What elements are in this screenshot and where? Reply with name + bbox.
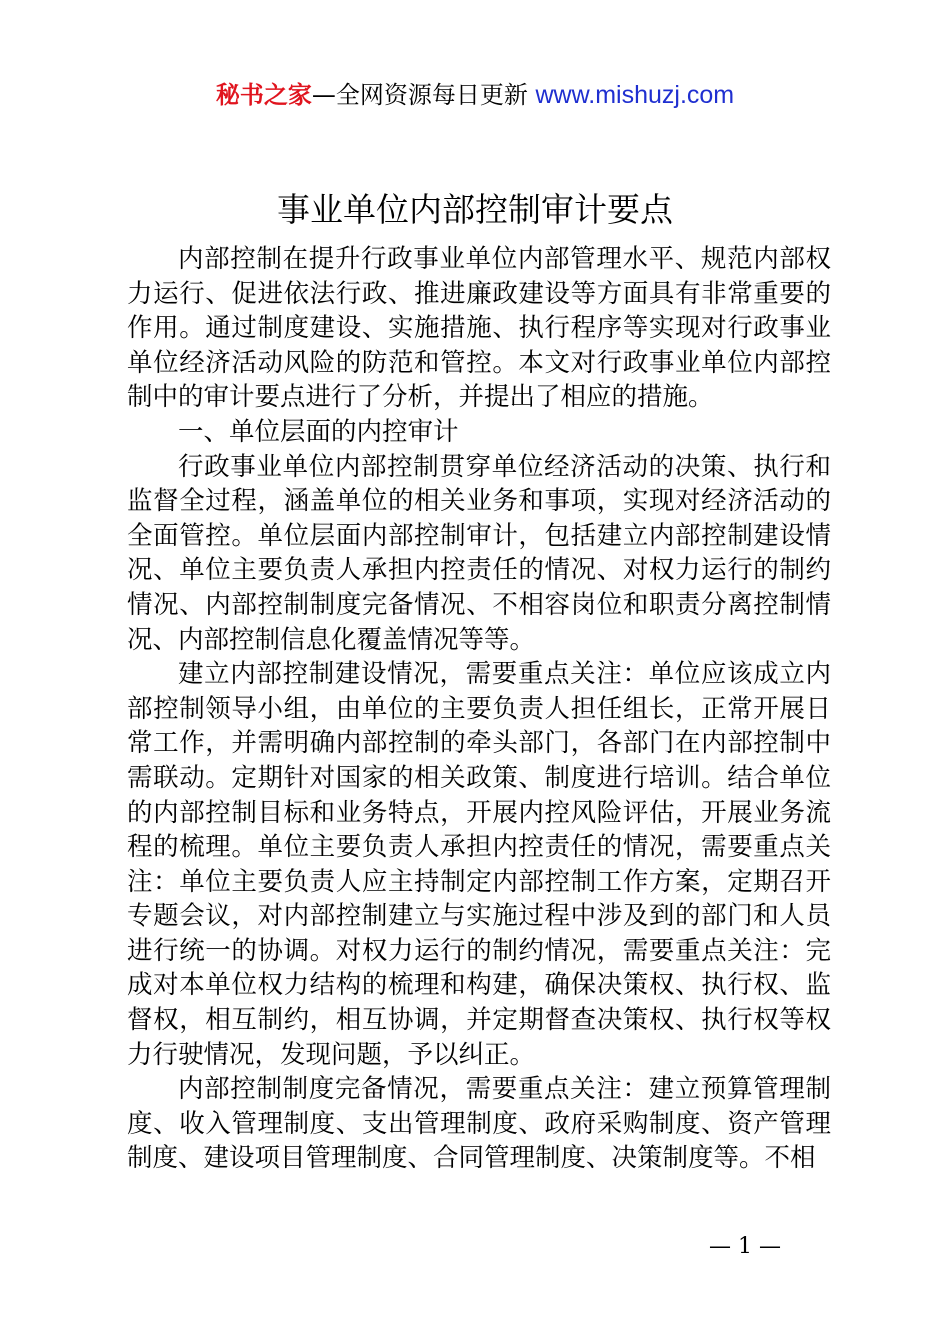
site-tagline: —全网资源每日更新: [311, 81, 536, 109]
section-heading: 一、单位层面的内控审计: [178, 416, 459, 447]
site-header: [0, 78, 950, 112]
paragraph-construction: 建立内部控制建设情况，需要重点关注：单位应该成立内部控制领导小组，由单位的主要负责人担任组长，正常开展日常工作，并需明确内部控制的牵头部门，各部门在内部控制中需联动。定期针对国家的相关政策、制度进行培训。结合单位的内部控制目标和业务特点，开展内控风险评估，开展业务流程的梳理。单位主要负责人承担内控责任的情况，需要重点关注：单位主要负责人应主持制定内部控制工作方案，定期召开专题会议，对内部控制建立与实施过程中涉及到的部门和人员进行统一的协调。对权力运行的制约情况，需要重点关注：完成对本单位权力结构的梳理和构建，确保决策权、执行权、监督权，相互制约，相互协调，并定期督查决策权、执行权等权力行驶情况，发现问题，予以纠正。: [127, 659, 831, 1070]
site-brand: 秘书之家: [215, 81, 312, 109]
paragraph-system-completeness: 内部控制制度完备情况，需要重点关注：建立预算管理制度、收入管理制度、支出管理制度、政府采购制度、资产管理制度、建设项目管理制度、合同管理制度、决策制度等。不相: [127, 1074, 831, 1174]
document-title: 事业单位内部控制审计要点: [277, 190, 673, 229]
site-url-link[interactable]: www.mishuzj.com: [535, 81, 735, 109]
page-number: — 1 —: [709, 1234, 781, 1259]
document-body: [127, 242, 831, 1176]
paragraph-unit-level: 行政事业单位内部控制贯穿单位经济活动的决策、执行和监督全过程，涵盖单位的相关业务和事项，实现对经济活动的全面管控。单位层面内部控制审计，包括建立内部控制建设情况、单位主要负责人承担内控责任的情况、对权力运行的制约情况、内部控制制度完备情况、不相容岗位和职责分离控制情况、内部控制信息化覆盖情况等等。: [127, 451, 831, 655]
paragraph-intro: 内部控制在提升行政事业单位内部管理水平、规范内部权力运行、促进依法行政、推进廉政建设等方面具有非常重要的作用。通过制度建设、实施措施、执行程序等实现对行政事业单位经济活动风险的防范和管控。本文对行政事业单位内部控制中的审计要点进行了分析，并提出了相应的措施。: [127, 244, 831, 413]
